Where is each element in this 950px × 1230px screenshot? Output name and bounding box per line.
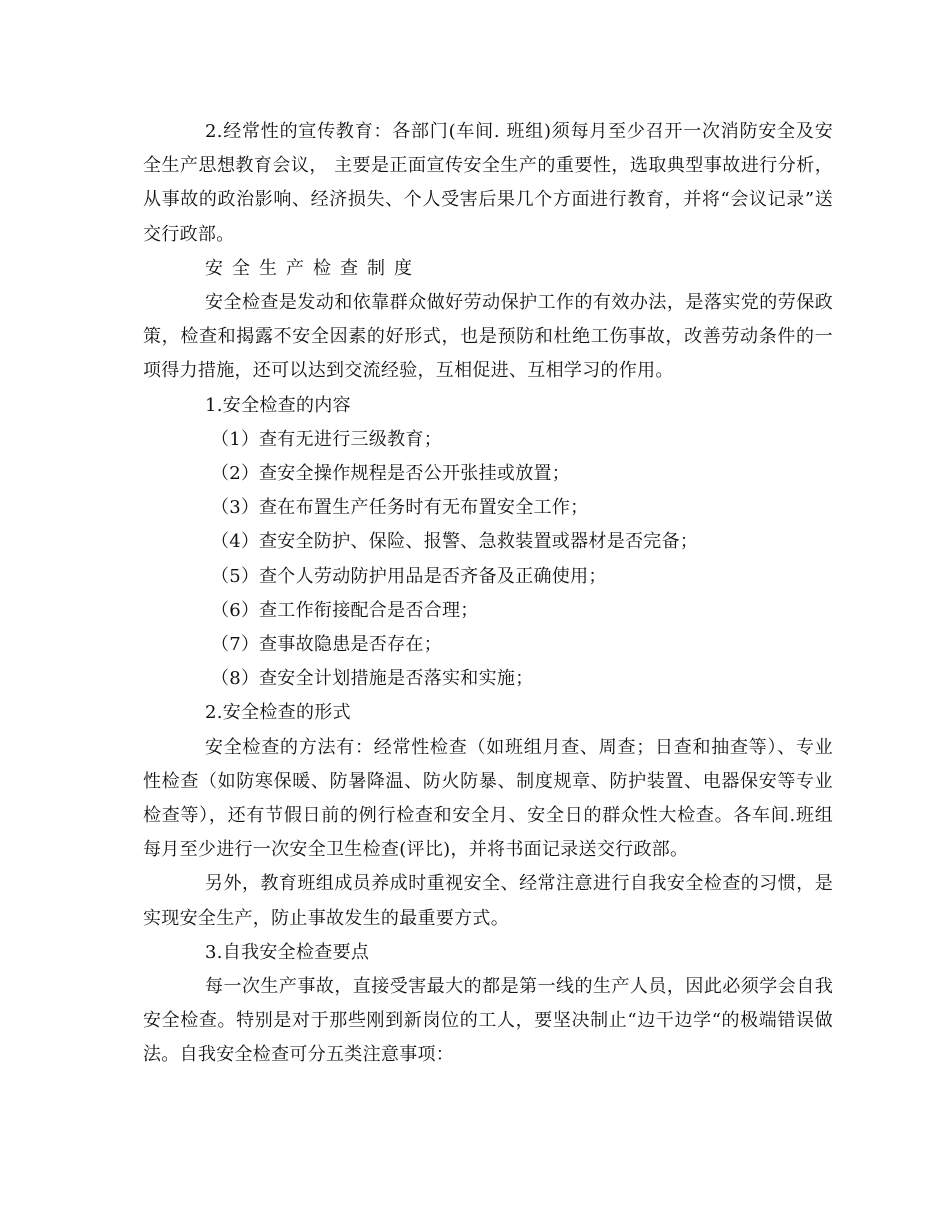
list-item-text: 查在布置生产任务时有无布置安全工作； [259, 497, 589, 519]
list-item [143, 594, 833, 628]
paragraph-self-inspection-detail: 每一次生产事故，直接受害最大的都是第一线的生产人员，因此必须学会自我安全检查。特别是对于那些刚到新岗位的工人，要坚决制止“边干边学“的极端错误做法。自我安全检查可分五类注意事项： [143, 976, 833, 1066]
list-item-number: （5） [211, 565, 260, 587]
list-item-text: 查个人劳动防护用品是否齐备及正确使用； [259, 565, 607, 587]
list-item-number: （6） [211, 599, 260, 621]
list-item [143, 423, 833, 457]
list-item-text: 查工作衔接配合是否合理； [259, 599, 479, 621]
list-item [143, 662, 833, 696]
list-item [143, 525, 833, 559]
list-item-text: 查安全计划措施是否落实和实施； [259, 668, 534, 690]
heading-inspection-contents: 1.安全检查的内容 [205, 394, 351, 416]
heading-self-inspection-points: 3.自我安全检查要点 [205, 941, 370, 963]
paragraph-inspection-methods: 安全检查的方法有：经常性检查（如班组月查、周查；日查和抽查等）、专业性检查（如防寒保暖、防暑降温、防火防暴、制度规章、防护装置、电器保安等专业检查等），还有节假日前的例行检查和安全月、安全日的群众性大检查。各车间.班组每月至少进行一次安全卫生检查(评比)，并将书面记录送交行政部。 [143, 736, 833, 861]
paragraph-safety-inspection-intro: 安全检查是发动和依靠群众做好劳动保护工作的有效办法，是落实党的劳保政策，检查和揭露不安全因素的好形式，也是预防和杜绝工伤事故，改善劳动条件的一项得力措施，还可以达到交流经验，互相促进、互相学习的作用。 [143, 292, 833, 382]
list-item-number: （1） [211, 428, 260, 450]
list-item-number: （3） [211, 497, 260, 519]
list-item [143, 491, 833, 525]
paragraph-self-inspection-habit: 另外，教育班组成员养成时重视安全、经常注意进行自我安全检查的习惯，是实现安全生产，防止事故发生的最重要方式。 [143, 873, 833, 929]
list-item [143, 628, 833, 662]
list-item [143, 457, 833, 491]
list-item-text: 查安全防护、保险、报警、急救装置或器材是否完备； [259, 531, 699, 553]
document-body [143, 115, 833, 1073]
list-item-number: （8） [211, 668, 260, 690]
list-item-number: （7） [211, 634, 260, 656]
list-item-number: （2） [211, 463, 260, 485]
list-item-number: （4） [211, 531, 260, 553]
inspection-contents-list [143, 423, 833, 697]
list-item-text: 查事故隐患是否存在； [259, 634, 442, 656]
list-item-text: 查安全操作规程是否公开张挂或放置； [259, 463, 571, 485]
list-item [143, 560, 833, 594]
list-item-text: 查有无进行三级教育； [259, 428, 442, 450]
heading-inspection-forms: 2.安全检查的形式 [205, 702, 351, 724]
section-title-safety-inspection-system: 安全生产检查制度 [205, 257, 421, 279]
paragraph-regular-publicity-education: 2.经常性的宣传教育：各部门(车间. 班组)须每月至少召开一次消防安全及安全生产思想教育会议， 主要是正面宣传安全生产的重要性，选取典型事故进行分析，从事故的政治影响、经济损失、个人受害后果几个方面进行教育，并将“会议记录”送交行政部。 [143, 121, 833, 245]
